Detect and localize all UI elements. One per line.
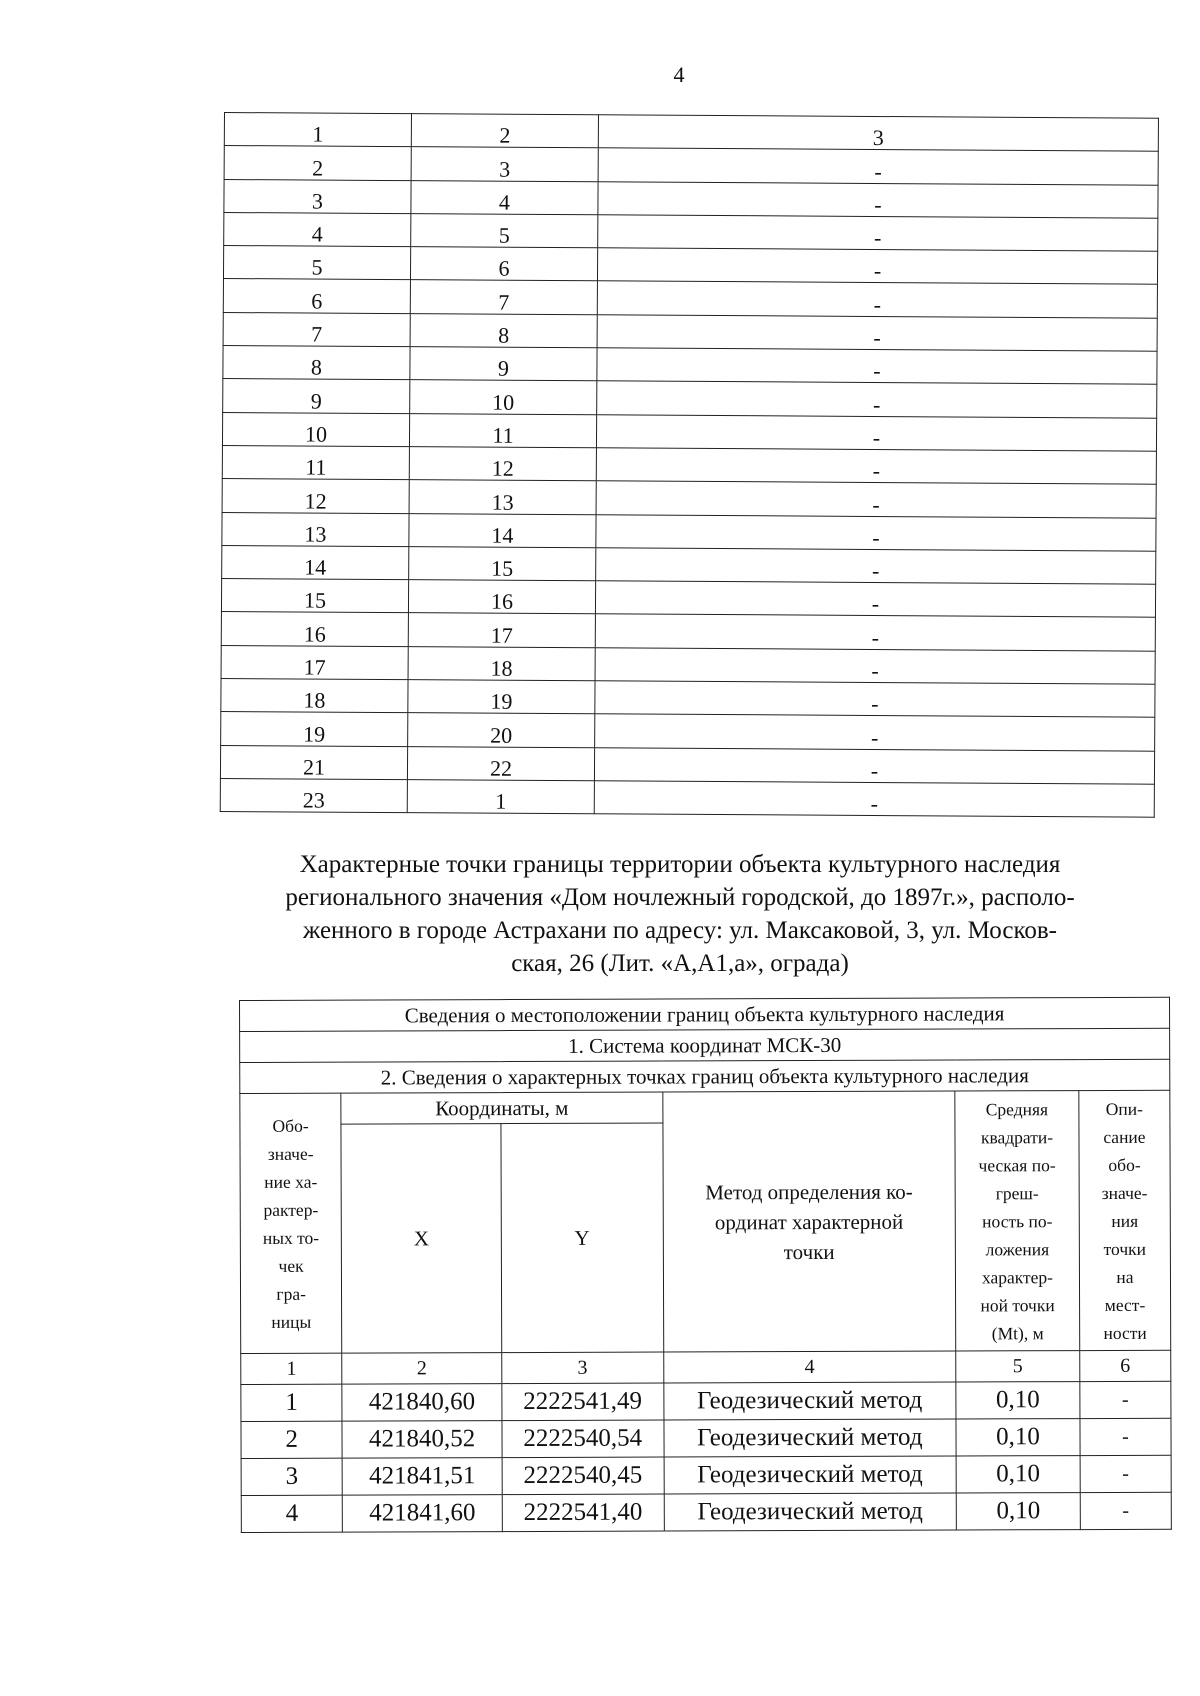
table-cell: 1 [241, 1353, 342, 1384]
table-cell: 8 [223, 346, 410, 380]
table-row [222, 412, 1156, 451]
table-cell: - [598, 215, 1158, 252]
col-header-description: Опи- сание обо- значе- ния точки на мест- ности [1079, 1090, 1171, 1350]
table-cell: Геодезический метод [664, 1456, 957, 1494]
table-cell: 2222540,45 [502, 1457, 664, 1495]
table-cell: - [597, 381, 1157, 418]
table-cell: 20 [408, 713, 595, 747]
table-cell: 3 [502, 1352, 664, 1384]
table-cell: - [596, 481, 1156, 518]
table-cell: 1 [241, 1384, 342, 1421]
table-cell: 15 [409, 546, 596, 580]
table-cell: 10 [222, 412, 409, 446]
section-title-line: Характерные точки границы территории объекта культурного наследия [299, 851, 1061, 878]
table-cell: 2 [224, 146, 411, 180]
section-title-line: ская, 26 (Лит. «А,А1,а», ограда) [511, 950, 849, 977]
table-cell: - [597, 281, 1157, 318]
table-cell: 2 [342, 1353, 502, 1385]
table-cell: 2222541,40 [502, 1494, 664, 1532]
table-cell: 22 [407, 746, 594, 780]
table-cell: 2222541,49 [502, 1383, 664, 1421]
table-cell: 4 [224, 212, 411, 246]
table-cell: 13 [222, 512, 409, 546]
table-row [220, 778, 1154, 817]
column-numbers-row [241, 1350, 1171, 1384]
table-cell: 11 [409, 413, 596, 447]
col-header-error: Средняя квадрати- ческая по- греш- ность по- ложения характер- ной точки (Mt), м [955, 1091, 1080, 1351]
section-title-line: регионального значения «Дом ночлежный городской, до 1897г.», располо- [285, 884, 1075, 911]
col-header-method: Метод определения ко- ординат характерной точки [662, 1091, 955, 1352]
table-cell: - [1080, 1418, 1171, 1455]
table-cell: 5 [956, 1351, 1080, 1382]
table-cell: 19 [408, 680, 595, 714]
table-cell: 6 [223, 279, 410, 313]
table-row [241, 1455, 1171, 1495]
table-cell: 18 [221, 679, 408, 713]
table-cell: Геодезический метод [664, 1493, 957, 1531]
table-cell: Геодезический метод [663, 1382, 956, 1420]
table-cell: - [597, 348, 1157, 385]
table-cell: 3 [411, 147, 598, 181]
table-cell: 12 [409, 447, 596, 481]
table-cell: - [594, 781, 1154, 818]
table-cell: - [596, 414, 1156, 451]
table-cell: 421840,60 [342, 1384, 502, 1422]
table-cell: 14 [222, 545, 409, 579]
table-header-row [224, 113, 1158, 152]
col-header-coordinates: Координаты, м [341, 1092, 662, 1124]
table-cell: 5 [223, 246, 410, 280]
table-cell: 421841,51 [342, 1458, 502, 1496]
table-cell: 0,10 [956, 1493, 1080, 1530]
table-row [224, 146, 1158, 185]
table-cell: 18 [408, 646, 595, 680]
table-cell: 14 [409, 513, 596, 547]
table-cell: 16 [221, 612, 408, 646]
table-cell: - [596, 514, 1156, 551]
table-banner: 1. Система координат МСК-30 [240, 1028, 1170, 1062]
table-cell: 0,10 [956, 1456, 1080, 1493]
table-cell: 3 [598, 115, 1158, 152]
table-cell: - [595, 581, 1155, 618]
table-row [223, 246, 1157, 285]
table-cell: 1 [224, 113, 411, 147]
table-cell: 421841,60 [343, 1495, 503, 1533]
table-cell: 17 [408, 613, 595, 647]
boundary-segments-table [220, 112, 1159, 818]
table-cell: 2222540,54 [502, 1420, 664, 1458]
table-cell: 4 [663, 1351, 956, 1383]
table-row [241, 1492, 1171, 1532]
section-title-line: женного в городе Астрахани по адресу: ул. Максаковой, 3, ул. Москов- [303, 917, 1057, 944]
table-cell: - [595, 681, 1155, 718]
table-cell: - [595, 714, 1155, 751]
table-cell: 7 [410, 280, 597, 314]
table-cell: 2 [241, 1421, 342, 1458]
table-cell: 9 [223, 379, 410, 413]
table-banner: Сведения о местоположении границ объекта культурного наследия [240, 997, 1170, 1031]
table-cell: 5 [411, 214, 598, 248]
table-cell: - [597, 315, 1157, 352]
table-cell: - [597, 248, 1157, 285]
table-row [222, 545, 1156, 584]
table-cell: - [596, 448, 1156, 485]
table-cell: - [598, 181, 1158, 218]
section-title [230, 848, 1130, 980]
table-cell: 0,10 [956, 1382, 1080, 1419]
table-cell: - [596, 548, 1156, 585]
table-cell: 12 [222, 479, 409, 513]
table-cell: 16 [408, 580, 595, 614]
table-row [223, 346, 1157, 385]
table-cell: 4 [241, 1495, 342, 1532]
table-cell: - [595, 648, 1155, 685]
table-cell: 23 [220, 778, 407, 812]
table-cell: 21 [220, 745, 407, 779]
table-cell: 6 [410, 247, 597, 281]
table-row [222, 445, 1156, 484]
table-cell: - [1080, 1455, 1171, 1492]
table-row [222, 479, 1156, 518]
table-row [241, 1381, 1171, 1421]
table-cell: Геодезический метод [663, 1419, 956, 1457]
table-row [221, 612, 1155, 651]
table-cell: 3 [241, 1458, 342, 1495]
table-cell: 1 [407, 780, 594, 814]
table-cell: 7 [223, 312, 410, 346]
table-row [224, 179, 1158, 218]
table-row [224, 212, 1158, 251]
table-row [221, 679, 1155, 718]
table-banner: 2. Сведения о характерных точках границ объекта культурного наследия [240, 1059, 1170, 1093]
characteristic-points-table [239, 997, 1172, 1533]
table-cell: 19 [221, 712, 408, 746]
col-header-x: X [341, 1124, 501, 1354]
table-row [221, 645, 1155, 684]
table-cell: 6 [1080, 1350, 1171, 1381]
table-cell: - [1080, 1381, 1171, 1418]
table-row [221, 579, 1155, 618]
table-cell: 421840,52 [342, 1421, 502, 1459]
table-cell: 15 [221, 579, 408, 613]
table-cell: - [1080, 1492, 1171, 1529]
table-cell: 3 [224, 179, 411, 213]
table-cell: 13 [409, 480, 596, 514]
table-row [222, 512, 1156, 551]
table-cell: 17 [221, 645, 408, 679]
table-cell: 4 [411, 180, 598, 214]
page-number: 4 [673, 62, 685, 87]
col-header-designation: Обо- значе- ние ха- рактер- ных то- чек гра- ницы [240, 1093, 342, 1353]
table-cell: 9 [410, 347, 597, 381]
table-cell: - [598, 148, 1158, 185]
table-row [220, 745, 1154, 784]
table-cell: - [595, 614, 1155, 651]
table-cell: 8 [410, 313, 597, 347]
table-row [221, 712, 1155, 751]
table-cell: 0,10 [956, 1419, 1080, 1456]
table-cell: 11 [222, 445, 409, 479]
table-cell: 2 [411, 114, 598, 148]
table-row [223, 312, 1157, 351]
table-row [223, 379, 1157, 418]
table-cell: - [594, 747, 1154, 784]
table-row [223, 279, 1157, 318]
table-cell: 10 [410, 380, 597, 414]
col-header-y: Y [501, 1123, 663, 1353]
table-row [241, 1418, 1171, 1458]
